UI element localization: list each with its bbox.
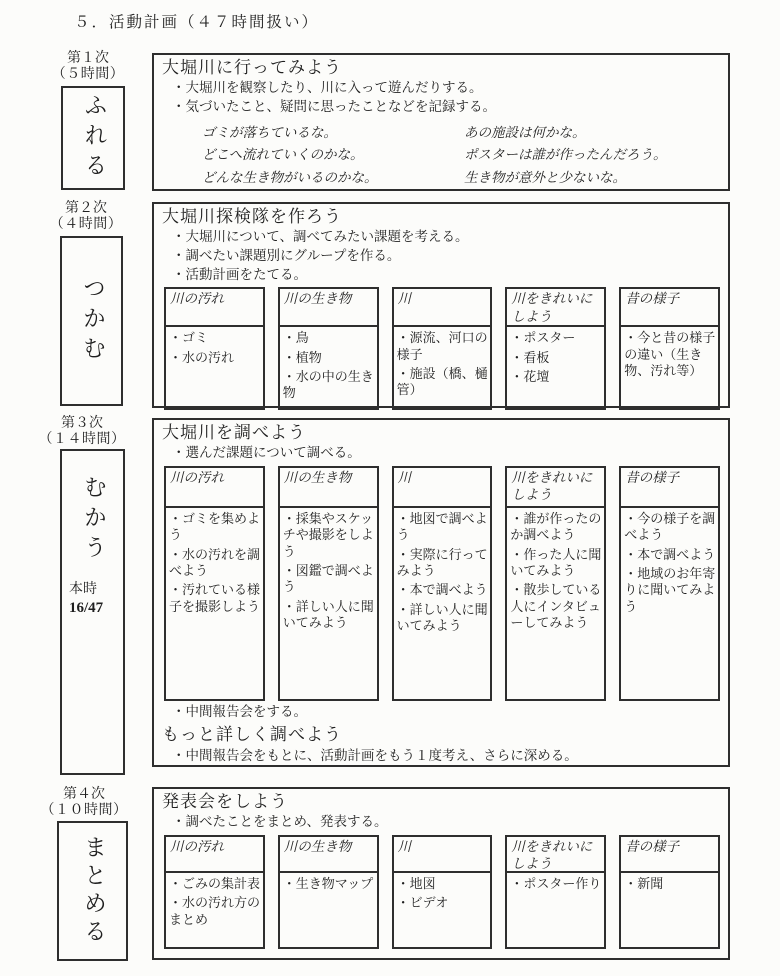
stage4-content — [152, 787, 730, 960]
stage3-interim-note: ・中間報告会をする。 — [172, 703, 307, 720]
stage4-number: 第４次 — [63, 786, 105, 802]
page-title: ５．活動計画（４７時間扱い） — [74, 13, 320, 31]
theme-table: 川の汚れ ・ゴミを集めよう ・水の汚れを調べよう ・汚れている様子を撮影しよう — [164, 466, 265, 701]
stage1-content — [152, 53, 730, 191]
stage3-phase-label: むかう — [80, 475, 106, 565]
stage2-heading: 大堀川探検隊を作ろう — [162, 207, 342, 227]
stage2-head — [28, 200, 144, 232]
theme-table: 昔の様子 ・今の様子を調べよう ・本で調べよう ・地域のお年寄りに聞いてみよう — [619, 466, 720, 701]
theme-table: 川をきれいにしよう ・誰が作ったのか調べよう ・作った人に聞いてみよう ・散歩している人にインタビューしてみよう — [505, 466, 606, 701]
stage2-phase-label: つかむ — [79, 276, 105, 366]
theme-table: 川をきれいにしよう ・ポスター ・看板 ・花壇 — [505, 287, 606, 410]
theme-table: 川 ・地図で調べよう ・実際に行ってみよう ・本で調べよう ・詳しい人に聞いてみよう — [392, 466, 493, 701]
stage4-phase-label: まとめる — [80, 835, 106, 947]
stage3-phase-box — [60, 449, 125, 775]
stage4-theme-tables — [162, 835, 720, 949]
stage4-heading: 発表会をしよう — [162, 792, 288, 812]
stage2-bullet: ・活動計画をたてる。 — [172, 266, 307, 283]
stage1-phase-label: ふれる — [80, 93, 107, 183]
theme-table: 川 ・地図 ・ビデオ — [392, 835, 493, 949]
quote-row: どんな生き物がいるのかな。 生き物が意外と少ないな。 — [202, 170, 626, 187]
stage1-number: 第１次 — [67, 50, 109, 66]
stage2-bullet: ・大堀川について、調べてみたい課題を考える。 — [172, 229, 469, 246]
theme-table: 昔の様子 ・今と昔の様子の違い（生き物、汚れ等） — [619, 287, 720, 410]
stage2-phase-box — [60, 236, 123, 406]
stage3-head — [24, 415, 140, 447]
stage4-bullet: ・調べたことをまとめ、発表する。 — [172, 814, 388, 831]
stage1-hours: （５時間） — [51, 66, 125, 83]
theme-table: 川 ・源流、河口の様子 ・施設（橋、樋管） — [392, 287, 493, 410]
stage1-bullet: ・大堀川を観察したり、川に入って遊んだりする。 — [172, 80, 483, 97]
stage2-content — [152, 202, 730, 408]
current-lesson-label: 本時 — [69, 581, 97, 597]
stage3-bullet: ・選んだ課題について調べる。 — [172, 445, 361, 462]
quote-row: ゴミが落ちているな。 あの施設は何かな。 — [202, 124, 586, 141]
theme-table: 川の汚れ ・ゴミ ・水の汚れ — [164, 287, 265, 410]
stage1-bullet: ・気づいたこと、疑問に思ったことなどを記録する。 — [172, 98, 496, 115]
theme-table: 昔の様子 ・新聞 — [619, 835, 720, 949]
theme-table: 川の汚れ ・ごみの集計表 ・水の汚れ方のまとめ — [164, 835, 265, 949]
stage2-number: 第２次 — [65, 200, 107, 216]
theme-table: 川の生き物 ・鳥 ・植物 ・水の中の生き物 — [278, 287, 379, 410]
stage1-phase-box — [61, 86, 125, 190]
theme-table: 川をきれいにしよう ・ポスター作り — [505, 835, 606, 949]
stage1-heading: 大堀川に行ってみよう — [162, 58, 342, 78]
stage2-theme-tables — [162, 287, 720, 410]
stage4-phase-box — [57, 821, 128, 961]
stage3-number: 第３次 — [61, 415, 103, 431]
stage1-head — [30, 50, 146, 82]
stage3-theme-tables — [162, 466, 720, 701]
theme-table: 川の生き物 ・採集やスケッチや撮影をしよう ・図鑑で調べよう ・詳しい人に聞いてみよう — [278, 466, 379, 701]
stage3-heading: 大堀川を調べよう — [162, 423, 306, 443]
current-lesson-count: 16/47 — [69, 599, 104, 616]
stage1-pupil-quotes — [202, 122, 720, 191]
stage3-subheading: もっと詳しく調べよう — [162, 725, 342, 746]
stage4-hours: （１０時間） — [40, 802, 128, 819]
theme-table: 川の生き物 ・生き物マップ — [278, 835, 379, 949]
stage2-bullet: ・調べたい課題別にグループを作る。 — [172, 247, 401, 264]
stage4-head — [26, 786, 142, 818]
stage3-sub-bullet: ・中間報告会をもとに、活動計画をもう１度考え、さらに深める。 — [172, 747, 578, 764]
quote-row: どこへ流れていくのかな。 ポスターは誰が作ったんだろう。 — [202, 147, 667, 164]
stage2-hours: （４時間） — [49, 216, 123, 233]
current-lesson-marker — [62, 581, 103, 617]
stage3-hours: （１４時間） — [38, 431, 126, 448]
stage3-content — [152, 418, 730, 767]
